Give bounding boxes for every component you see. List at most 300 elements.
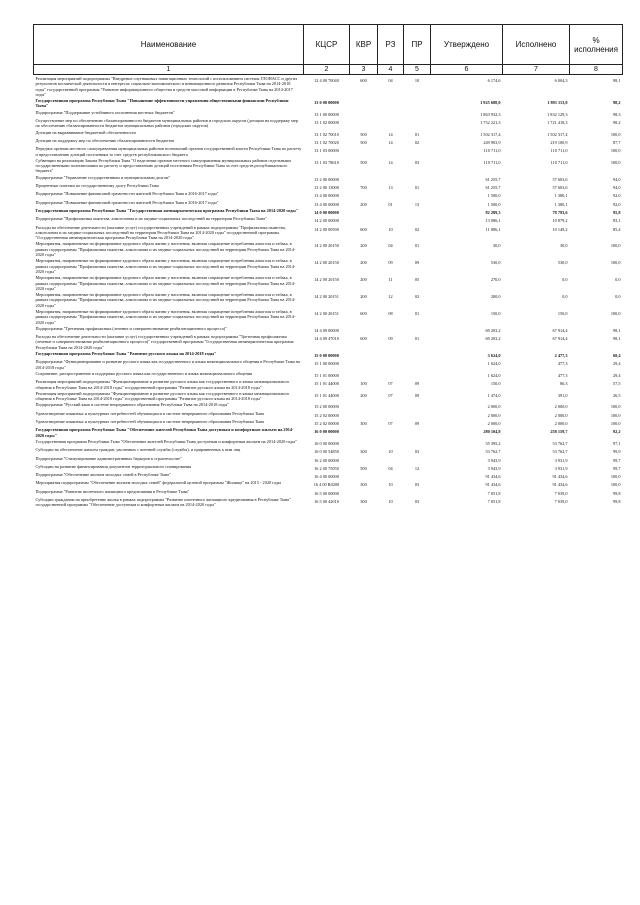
column-number: 5 — [404, 65, 431, 75]
cell-pr: 01 — [414, 310, 420, 316]
table-row — [34, 257, 623, 274]
cell-approved: 6 174,6 — [487, 78, 501, 83]
cell-kcsr: 15 0 00 00000 — [314, 353, 339, 359]
table-row — [34, 410, 623, 418]
cell-executed: 67 914,4 — [552, 336, 568, 342]
cell-approved: 13 086,1 — [485, 218, 501, 224]
table-row — [34, 129, 623, 137]
cell-executed: 57 603,6 — [552, 176, 568, 182]
cell-kvr: 300 — [360, 482, 367, 488]
cell-kcsr: 14 2 00 00000 — [314, 218, 339, 224]
cell-executed: 219 100,9 — [550, 139, 568, 145]
cell-kcsr: 14 4 00 00000 — [314, 327, 339, 333]
table-row — [34, 471, 623, 479]
cell-name: Осуществление мер по обеспечению сбалансированности бюджетов муниципальных районов и городских округов (дотации на поддержку мер по обеспечению сбалансированности бюджетов муниципальных районов (городских округов) — [35, 118, 298, 129]
cell-name: Удовлетворение языковых и культурных потребностей обучающихся в системе непрерывного образования Республики Тыва — [35, 410, 265, 416]
cell-kvr — [350, 109, 378, 117]
cell-executed: 3 931,9 — [554, 457, 568, 463]
cell-kvr — [350, 215, 378, 223]
cell-kvr — [350, 350, 378, 358]
table-row — [34, 137, 623, 145]
cell-approved: 200,0 — [490, 294, 501, 300]
cell-executed: 91 434,6 — [552, 482, 568, 488]
cell-percent: 0,0 — [615, 294, 621, 300]
cell-kvr: 600 — [360, 78, 367, 83]
cell-approved: 3 943,9 — [487, 465, 501, 471]
cell-percent: 99,7 — [612, 457, 621, 463]
cell-executed: 57 603,6 — [552, 185, 568, 191]
cell-pr: 03 — [414, 449, 420, 455]
cell-rz: 10 — [388, 449, 393, 455]
cell-name: Подпрограмма "Управление государственным и муниципальным долгом" — [35, 174, 171, 180]
cell-kvr: 300 — [360, 421, 367, 427]
cell-rz: 09 — [388, 260, 393, 266]
cell-kvr: 500 — [360, 131, 367, 137]
column-number: 4 — [378, 65, 404, 75]
cell-percent: 26,5 — [612, 392, 621, 398]
cell-pr — [404, 109, 431, 117]
cell-kvr: 200 — [360, 294, 367, 300]
cell-executed: 2 000,0 — [554, 421, 568, 427]
cell-kvr — [350, 207, 378, 215]
cell-name: Реализация мероприятий подпрограммы "Функционирование и развитие русского языка как государственного и языка межнационального общения в Республике Тыва на 2014-2018 годы" государственной программы "Развитие русского языка на 2014-2018 годы" — [35, 379, 290, 390]
cell-rz — [378, 325, 404, 333]
cell-rz: 10 — [388, 482, 393, 488]
cell-percent: 98,1 — [612, 336, 621, 342]
cell-percent: 92,2 — [612, 429, 621, 435]
table-row — [34, 378, 623, 390]
cell-name: Мероприятия, направленные на формирование здорового образа жизни у населения, включая сокращение потребления алкоголя и табака, в рамках подпрограммы "Профилактика пьянства, алкоголизма и их медико-социальных последствий на территории Республики Тыва на 2014-2020 годы" — [35, 292, 296, 308]
cell-name: Мероприятия подпрограммы "Обеспечение жильем молодых семей" федеральной целевой программы "Жилище" на 2015 - 2020 годы — [35, 480, 281, 486]
cell-percent: 99,7 — [612, 465, 621, 471]
cell-rz — [378, 145, 404, 157]
cell-executed: 150,0 — [557, 310, 568, 316]
cell-pr: 10 — [414, 78, 420, 83]
cell-approved: 270,0 — [490, 277, 501, 283]
cell-pr: 09 — [414, 421, 420, 427]
cell-name: Реализация мероприятий подпрограммы "Функционирование и развитие русского языка как государственного и языка межнационального общения в Республике Тыва на 2014-2018 годы" государственной программы "Развитие русского языка на 2014-2018 годы" — [35, 390, 290, 402]
header-kcsr: КЦСР — [304, 25, 350, 65]
cell-executed: 0,0 — [562, 277, 568, 283]
cell-kvr — [350, 190, 378, 198]
table-body — [34, 75, 623, 508]
table-row — [34, 446, 623, 454]
table-row — [34, 274, 623, 291]
cell-name: Сохранение, распространение и поддержка русского языка как государственного и языка межнационального общения — [35, 370, 253, 376]
cell-kcsr: 16 0 00 00000 — [314, 429, 339, 435]
cell-kvr — [350, 325, 378, 333]
header-rz: РЗ — [378, 25, 404, 65]
cell-pr — [404, 488, 431, 496]
cell-executed: 2 000,0 — [554, 412, 568, 418]
cell-percent: 98,1 — [612, 78, 621, 83]
cell-pr — [404, 438, 431, 446]
cell-rz: 10 — [388, 226, 393, 232]
cell-pr — [404, 350, 431, 358]
table-row — [34, 207, 623, 215]
cell-kcsr: 14 2 00 20150 — [314, 260, 339, 266]
cell-percent: 94,0 — [612, 185, 621, 191]
cell-percent: 100,0 — [610, 412, 621, 418]
cell-rz — [378, 410, 404, 418]
table-row — [34, 145, 623, 157]
table-row — [34, 418, 623, 426]
cell-approved: 2 000,0 — [487, 412, 501, 418]
cell-percent: 99,9 — [612, 449, 621, 455]
cell-pr — [404, 471, 431, 479]
cell-approved: 1 500,0 — [487, 201, 501, 207]
cell-rz — [378, 350, 404, 358]
cell-kvr: 200 — [360, 392, 367, 398]
cell-rz: 14 — [388, 159, 393, 165]
column-number: 1 — [34, 65, 304, 75]
cell-executed: 86,3 — [559, 381, 568, 387]
cell-pr — [404, 215, 431, 223]
cell-approved: 1 474,0 — [487, 392, 501, 398]
header-pr: ПР — [404, 25, 431, 65]
header-percent: % исполнения — [570, 25, 623, 65]
cell-name: Подпрограмма "Повышение финансовой грамотности жителей Республики Тыва в 2016-2017 годы" — [35, 191, 219, 197]
cell-rz — [378, 174, 404, 182]
cell-executed: 391,0 — [557, 392, 568, 398]
cell-executed: 53 762,7 — [552, 449, 568, 455]
cell-approved: 61 255,7 — [485, 176, 501, 182]
cell-kcsr: 14 2 00 20150 — [314, 277, 339, 283]
cell-kcsr: 14 2 00 20151 — [314, 310, 339, 316]
cell-rz — [378, 401, 404, 409]
cell-kcsr: 16 0 00 00000 — [314, 440, 339, 446]
cell-executed: 3 931,9 — [554, 465, 568, 471]
cell-name: Субсидии на развитие финансирования документов территориального планирования — [35, 463, 192, 469]
cell-percent: 99,8 — [612, 490, 621, 496]
cell-approved: 1 624,0 — [487, 361, 501, 367]
table-row — [34, 401, 623, 409]
cell-percent: 100,0 — [610, 421, 621, 427]
cell-pr: 09 — [414, 392, 420, 398]
cell-executed: 7 039,0 — [554, 490, 568, 496]
cell-approved: 7 051,8 — [487, 490, 501, 496]
cell-rz — [378, 471, 404, 479]
cell-pr — [404, 401, 431, 409]
cell-rz: 04 — [388, 465, 393, 471]
cell-approved: 55 395,2 — [485, 440, 501, 446]
cell-pr — [404, 117, 431, 129]
cell-percent: 100,0 — [610, 474, 621, 480]
cell-approved: 3 943,9 — [487, 457, 501, 463]
cell-kvr — [350, 471, 378, 479]
cell-percent: 97,1 — [612, 440, 621, 446]
cell-approved: 110 711,0 — [483, 159, 501, 165]
cell-approved: 1 624,0 — [487, 372, 501, 378]
cell-approved: 2 000,0 — [487, 421, 501, 427]
cell-kvr — [350, 426, 378, 438]
cell-approved: 91 434,6 — [485, 474, 501, 480]
cell-kcsr: 16 4 00 R0200 — [313, 482, 340, 488]
cell-pr: 09 — [414, 381, 420, 387]
cell-rz — [378, 190, 404, 198]
cell-kcsr: 13 0 00 00000 — [314, 100, 339, 106]
table-row — [34, 75, 623, 98]
cell-kcsr: 12 4 00 70040 — [314, 78, 339, 83]
cell-approved: 30,0 — [492, 243, 501, 249]
cell-kvr — [350, 401, 378, 409]
cell-rz — [378, 358, 404, 370]
cell-kvr — [350, 370, 378, 378]
cell-kcsr: 15 2 00 00000 — [314, 404, 339, 410]
cell-pr — [404, 370, 431, 378]
cell-pr: 03 — [414, 159, 420, 165]
cell-approved: 280 104,8 — [483, 429, 501, 435]
cell-executed: 30,0 — [559, 243, 568, 249]
cell-pr: 12 — [414, 465, 420, 471]
table-row — [34, 479, 623, 487]
cell-executed: 78 793,6 — [552, 209, 568, 215]
cell-executed: 477,3 — [557, 372, 568, 378]
cell-approved: 3 624,0 — [487, 353, 501, 359]
cell-percent: 85,4 — [612, 226, 621, 232]
cell-name: Подпрограмма "Профилактика пьянства, алкоголизма и их медико-социальных последствий на территории Республики Тыва" — [35, 216, 267, 222]
table-row — [34, 117, 623, 129]
cell-kvr: 200 — [360, 277, 367, 283]
cell-name: Подпрограмма "Обеспечение жильем молодых семей в Республике Тыва" — [35, 472, 171, 478]
cell-kvr — [350, 438, 378, 446]
cell-kvr: 100 — [360, 381, 367, 387]
cell-approved: 1 925 688,0 — [480, 100, 501, 106]
cell-executed: 67 914,4 — [552, 327, 568, 333]
cell-name: Расходы на обеспечение деятельности (оказание услуг) государственных учреждений в рамках подпрограммы "Профилактика пьянства, алкоголизма и их медико-социальных последствий на территории Республики Тыва на 2014-2020 годы" государственной программы "Государственная антинаркотическая программа Республики Тыва на 2014-2020 годы" — [35, 224, 286, 241]
cell-kvr: 700 — [360, 185, 367, 191]
cell-kvr — [350, 455, 378, 463]
cell-pr: 13 — [414, 201, 420, 207]
cell-kcsr: 15 1 01 44000 — [314, 392, 339, 398]
table-row — [34, 291, 623, 308]
cell-name: Реализация мероприятий подпрограммы "Внедрение спутниковых навигационных технологий с использованием системы ГЛОНАСС и других результатов космической деятельности в интересах социально-экономического и инновационного развития Республики Тыва на 2014-2018 годы" государственной программы "Развитие информационного общества и средств массовой информации в Республике Тыва на 2014-2017 годы" — [35, 76, 298, 97]
cell-name: Мероприятия, направленные на формирование здорового образа жизни у населения, включая сокращение потребления алкоголя и табака, в рамках подпрограммы "Профилактика пьянства, алкоголизма и их медико-социальных последствий на территории Республики Тыва на 2014-2020 годы" — [35, 258, 296, 274]
cell-executed: 10 879,2 — [552, 218, 568, 224]
cell-approved: 1 500,0 — [487, 193, 501, 199]
cell-name: Мероприятия, направленные на формирование здорового образа жизни у населения, включая сокращение потребления алкоголя и табака, в рамках подпрограммы "Профилактика пьянства, алкоголизма и их медико-социальных последствий на территории Республики Тыва на 2014-2020 годы" — [35, 275, 296, 291]
cell-rz — [378, 455, 404, 463]
cell-kvr: 600 — [360, 226, 367, 232]
cell-pr: 01 — [414, 243, 420, 249]
cell-kcsr: 14 0 00 00000 — [314, 209, 339, 215]
cell-rz: 07 — [388, 421, 393, 427]
cell-rz: 09 — [388, 336, 393, 342]
cell-name: Мероприятия, направленные на формирование здорового образа жизни у населения, включая сокращение потребления алкоголя и табака, в рамках подпрограммы "Профилактика пьянства, алкоголизма и их медико-социальных последствий на территории Республики Тыва на 2014-2020 годы" — [35, 308, 296, 325]
header-kvr: КВР — [350, 25, 378, 65]
cell-approved: 150,0 — [490, 310, 501, 316]
cell-percent: 100,0 — [610, 148, 621, 154]
cell-percent: 95,8 — [612, 209, 621, 215]
cell-rz: 08 — [388, 310, 393, 316]
cell-name: Мероприятия, направленные на формирование здорового образа жизни у населения, включая сокращение потребления алкоголя и табака, в рамках подпрограммы "Профилактика пьянства, алкоголизма и их медико-социальных последствий на территории Республики Тыва на 2014-2020 годы" — [35, 241, 296, 258]
cell-rz: 10 — [388, 499, 393, 504]
cell-name: Государственная программа Республики Тыва "Развитие русского языка на 2014-2018 годы" — [35, 351, 217, 357]
cell-approved: 530,0 — [490, 260, 501, 266]
table-row — [34, 182, 623, 190]
cell-pr: 05 — [414, 277, 420, 283]
cell-executed: 1 832 129,3 — [547, 111, 568, 117]
cell-pr: 03 — [414, 499, 420, 504]
table-row — [34, 190, 623, 198]
table-row — [34, 390, 623, 402]
cell-rz — [378, 370, 404, 378]
cell-executed: 91 434,6 — [552, 474, 568, 480]
cell-kcsr: 15 2 02 00000 — [314, 421, 339, 427]
cell-approved: 2 000,0 — [487, 404, 501, 410]
cell-kcsr: 16 5 00 42010 — [314, 499, 339, 504]
cell-name: Дотации на поддержку мер по обеспечению сбалансированности бюджетов — [35, 137, 175, 143]
cell-kvr — [350, 117, 378, 129]
cell-pr: 01 — [414, 185, 420, 191]
cell-kcsr: 13 2 00 13000 — [314, 185, 339, 191]
cell-pr — [404, 207, 431, 215]
cell-pr — [404, 190, 431, 198]
cell-kcsr: 16 2 00 75050 — [314, 465, 339, 471]
cell-kvr: 300 — [360, 449, 367, 455]
cell-kcsr: 14 2 00 20151 — [314, 294, 339, 300]
cell-rz: 12 — [388, 294, 393, 300]
table-row — [34, 350, 623, 358]
cell-name: Расходы на обеспечение деятельности (оказание услуг) государственных учреждений в рамках подпрограммы "Третичная профилактика (лечение и совершенствование реабилитационного процесса)" государственной программы "Государственная антинаркотическая программа Республики Тыва на 2014-2020 годы" — [35, 334, 294, 350]
cell-pr — [404, 426, 431, 438]
cell-name: Государственная программа Республики Тыва "Обеспечение жителей Республики Тыва доступным и комфортным жильем на 2014-2020 годы" — [35, 438, 297, 444]
cell-rz: 04 — [388, 243, 393, 249]
cell-kvr: 500 — [360, 159, 367, 165]
cell-rz — [378, 207, 404, 215]
cell-approved: 69 203,2 — [485, 336, 501, 342]
header-approved: Утверждено — [431, 25, 503, 65]
column-number: 6 — [431, 65, 503, 75]
cell-percent: 100,0 — [610, 159, 621, 165]
cell-executed: 10 149,2 — [552, 226, 568, 232]
cell-executed: 1 502 317,4 — [547, 131, 568, 137]
cell-kcsr: 16 2 00 00000 — [314, 457, 339, 463]
cell-executed: 2 000,0 — [554, 404, 568, 410]
cell-percent: 100,0 — [610, 243, 621, 249]
cell-pr — [404, 174, 431, 182]
table-row — [34, 463, 623, 471]
cell-kcsr: 13 1 03 78610 — [314, 159, 339, 165]
table-row — [34, 426, 623, 438]
cell-approved: 1 752 221,3 — [480, 120, 501, 126]
cell-executed: 258 159,7 — [550, 429, 568, 435]
cell-kvr: 500 — [360, 465, 367, 471]
cell-name: Государственная программа Республики Тыва "Повышение эффективности управления общественными финансами Республики Тыва" — [35, 98, 289, 109]
cell-name: Государственная программа Республики Тыва "Обеспечение жителей Республики Тыва доступным и комфортным жильем на 2014-2020 годы" — [35, 427, 294, 438]
cell-kvr — [350, 358, 378, 370]
cell-executed: 110 711,0 — [550, 148, 568, 154]
cell-pr — [404, 410, 431, 418]
cell-pr: 01 — [414, 336, 420, 342]
cell-kcsr: 14 4 00 47010 — [314, 336, 339, 342]
cell-percent: 87,7 — [612, 139, 621, 145]
table-row — [34, 455, 623, 463]
cell-kcsr: 14 2 00 20150 — [314, 243, 339, 249]
cell-name: Субвенции на реализацию Закона Республики Тыва "О наделении органов местного самоуправления муниципальных районов отдельными государственными полномочиями по расчету и предоставлению дотаций поселениям Республики Тыва за счет средств республиканского бюджета" — [35, 157, 291, 174]
cell-kcsr: 15 1 01 00000 — [314, 372, 339, 378]
cell-percent: 92,0 — [612, 201, 621, 207]
cell-percent: 92,0 — [612, 193, 621, 199]
table-row — [34, 333, 623, 350]
table-row — [34, 358, 623, 370]
table-row — [34, 97, 623, 109]
cell-executed: 6 004,3 — [554, 78, 568, 83]
table-row — [34, 215, 623, 223]
table-header — [34, 25, 623, 75]
cell-name: Подпрограмма "Русский язык в системе непрерывного образования Республики Тыва на 2014-2018 годы" — [35, 402, 229, 408]
cell-percent: 100,0 — [610, 260, 621, 266]
cell-pr: 02 — [414, 294, 420, 300]
cell-percent: 68,4 — [612, 353, 621, 359]
cell-kvr — [350, 145, 378, 157]
cell-kvr — [350, 410, 378, 418]
cell-percent: 99,8 — [612, 499, 621, 504]
table-row — [34, 157, 623, 174]
table-row — [34, 438, 623, 446]
table-row — [34, 325, 623, 333]
cell-executed: 1 721 418,3 — [547, 120, 568, 126]
cell-rz — [378, 97, 404, 109]
cell-kcsr: 15 1 01 44000 — [314, 381, 339, 387]
cell-kvr — [350, 97, 378, 109]
table-row — [34, 199, 623, 207]
cell-kvr: 600 — [360, 310, 367, 316]
cell-pr — [404, 325, 431, 333]
cell-rz: 14 — [388, 139, 393, 145]
cell-name: Подпрограмма "Функционирование и развитие русского языка как государственного и языка межнационального общения в Республике Тыва на 2014-2018 годы" — [35, 359, 300, 370]
cell-kcsr: 13 4 00 00000 — [314, 201, 339, 207]
cell-approved: 82 289,3 — [485, 209, 501, 215]
header-name: Наименование — [34, 25, 304, 65]
cell-executed: 0,0 — [562, 294, 568, 300]
cell-kcsr: 13 1 02 70020 — [314, 139, 339, 145]
cell-percent: 29,4 — [612, 361, 621, 367]
cell-percent: 83,1 — [612, 218, 621, 224]
cell-rz: 04 — [388, 78, 393, 83]
cell-pr: 09 — [414, 260, 420, 266]
cell-kcsr: 16 0 00 54850 — [314, 449, 339, 455]
cell-kvr — [350, 174, 378, 182]
cell-kcsr: 13 1 03 00000 — [314, 148, 339, 154]
cell-percent: 0,0 — [615, 277, 621, 283]
cell-kcsr: 13 1 02 00000 — [314, 120, 339, 126]
cell-name: Удовлетворение языковых и культурных потребностей обучающихся в системе непрерывного образования Республики Тыва — [35, 419, 265, 425]
table-row — [34, 370, 623, 378]
cell-percent: 100,0 — [610, 131, 621, 137]
cell-kvr: 600 — [360, 336, 367, 342]
cell-executed: 53 762,7 — [552, 440, 568, 446]
cell-name: Дотации на выравнивание бюджетной обеспеченности — [35, 129, 136, 135]
cell-name: Передача органам местного самоуправления муниципальных районов полномочий органов государственной власти Республики Тыва по расчету и предоставлению дотаций поселениям за счет средств республиканского бюджета — [35, 146, 302, 157]
cell-name: Подпрограмма "Развитие ипотечного жилищного кредитования в Республике Тыва" — [35, 488, 190, 494]
cell-executed: 2 477,3 — [554, 353, 568, 359]
column-number: 3 — [350, 65, 378, 75]
column-number: 2 — [304, 65, 350, 75]
cell-kvr: 200 — [360, 260, 367, 266]
cell-name: Подпрограмма "Третичная профилактика (лечение и совершенствование реабилитационного процесса)" — [35, 325, 227, 331]
table-row — [34, 496, 623, 508]
cell-kcsr: 13 2 00 00000 — [314, 176, 339, 182]
cell-percent: 98,2 — [612, 120, 621, 126]
cell-rz: 07 — [388, 381, 393, 387]
cell-rz — [378, 117, 404, 129]
cell-executed: 110 711,0 — [550, 159, 568, 165]
cell-executed: 1 380,1 — [554, 201, 568, 207]
cell-pr — [404, 97, 431, 109]
cell-kvr: 500 — [360, 139, 367, 145]
cell-kvr: 200 — [360, 201, 367, 207]
